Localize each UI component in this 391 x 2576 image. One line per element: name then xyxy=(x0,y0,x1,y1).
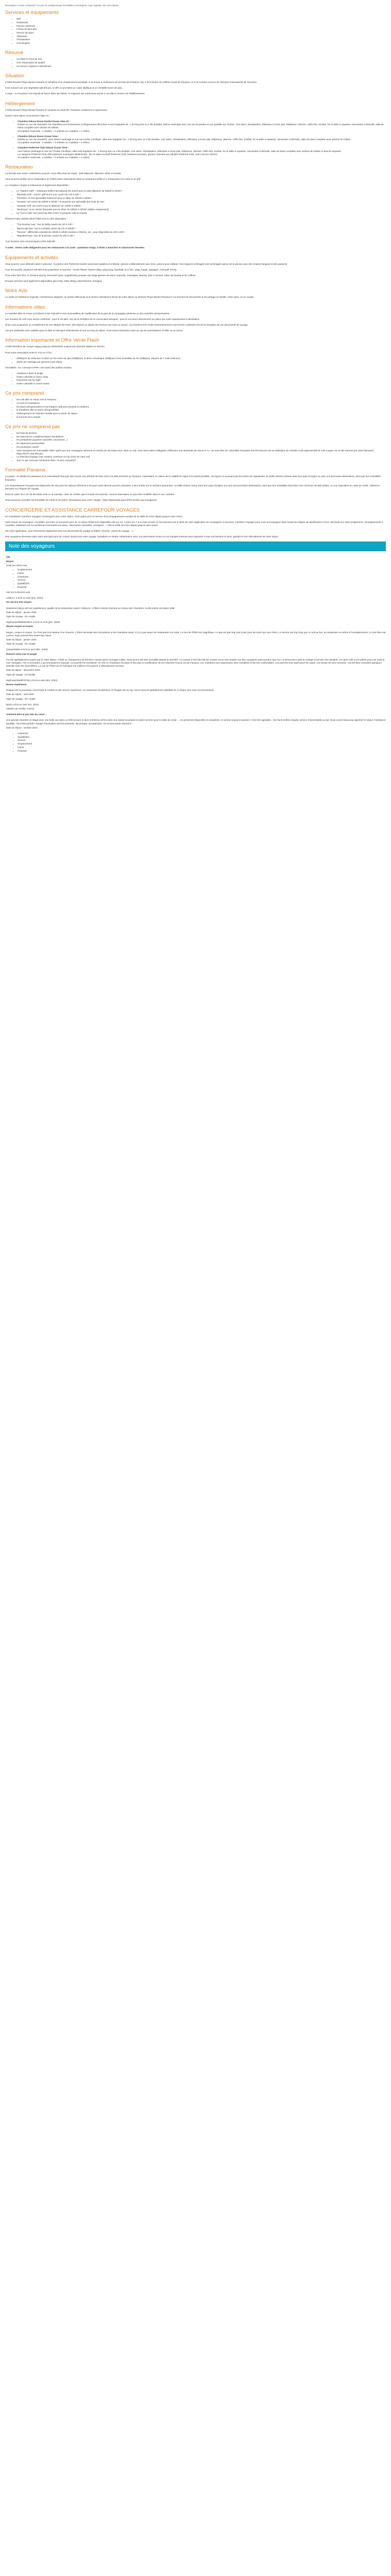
review-text: J'ai été agréablement surpris par le notre séjour. C'était un changement de dernière minute après l'ouragan Lidian. Nous avons été bien accueillis depuis le transfert. Le transat a très bien fait les choses car je suis tombée sur des voyageurs aussi perdus que moi. Le personnel a pris en charge à l'arrivée très aimable. Les gens s'ils ont le plaisir pour moi Gael et mon Yamigela. J'en ai rencontré 2 qui envoyaient le français. La tourelle est excellente, on s'ils ne choisissez les plats et des plus à modificatrice de les marchés Pianos ont du Panama. Les chambres sont spacieuses, bien meublées et lits très confortables. Les piscines sont aussi pour les repas. Les temps de sont correctes. J'ai été bien mesurées quelques activités sont très diversifiées. La vue de l'hôtel sur le Pacifique est sublime et la piscine à débordement est bien. xyxy=(6,658,385,668)
room-item xyxy=(18,146,386,159)
review-item xyxy=(6,597,386,618)
review-type: Type de voyage : En couple xyxy=(6,697,36,700)
conciergerie-heading: CONCIERGERIE ET ASSISTANCE CARREFOUR VOYAGES xyxy=(5,507,140,513)
review-meta: kpolit a écrit un avis (oct. 2021) xyxy=(6,703,39,706)
room-name: Chambre Deluxe Room Ocean View : xyxy=(18,134,59,138)
list-item: • Le "Market Café" : restaurant buffet international est ouvert pour le petit déjeuner de 06h00 à 11h00 *. xyxy=(17,190,386,193)
room-item xyxy=(18,135,386,145)
list-item: • Un service original et attentionné xyxy=(17,65,386,68)
review-item xyxy=(6,703,386,710)
list-item: • Climatisation xyxy=(17,38,386,41)
kappa-list xyxy=(5,372,386,385)
list-item: • Télévision xyxy=(17,35,386,38)
review-stay: Date du séjour : janvier 2024 xyxy=(6,638,37,641)
notre-avis-heading: Notre Avis xyxy=(5,288,28,294)
equipements-paragraph: Pour les sportifs, plusieurs activités sont proposées en journée : centre fitness, beach-volley, ping-pong, baseball, tir à l'arc, yoga, kayak, aquagym, mini-golf, tennis. xyxy=(5,268,177,271)
list-item: • Propreté xyxy=(18,750,386,753)
list-item: • Emplacement xyxy=(18,742,386,745)
review-title: Bonne expérience xyxy=(6,683,27,686)
list-item: • Chambres xyxy=(18,575,386,579)
list-item: • Piscine extérieure xyxy=(17,25,386,28)
criteria-list xyxy=(6,732,386,753)
list-item: • Conciergerie xyxy=(17,42,386,45)
list-item: • Service xyxy=(18,579,386,582)
review-title: Ressort entre mer et jungle xyxy=(6,652,37,655)
kappa-intro: Formalités : Ex. concept KAPPA c'est aussi des petites remises : xyxy=(5,366,73,369)
room-extra: La catégorie Preferred Club offre plusieurs avantages additionnels : bar et salon exclusif Preferred Club, boissons premium, piscine réservée aux adultes Preferred Club, room service 24H/24. xyxy=(18,152,218,156)
situation-paragraph: Il est entouré par une végétation généreuse, et offre à ses hôtes un cadre idyllique et un véritable havre de paix. xyxy=(5,87,123,90)
list-item: • les assurances complémentaires facultatives xyxy=(17,435,386,438)
services-heading: Services et équipements xyxy=(5,10,59,16)
resume-list xyxy=(5,58,386,68)
resume-heading: Résumé xyxy=(5,50,24,56)
conciergerie-paragraph: Des voyageurs devenant alors votre principal point de contact durant tout votre voyage, travaillant en étroite collaboration avec nos partenaires locaux et nos équipes internes pour répondre à tous vos besoins et ainsi, garantir le bon déroulement de votre séjour. xyxy=(5,535,279,538)
review-item xyxy=(6,621,386,646)
review-title: Un service très moyen xyxy=(6,601,32,604)
list-item: • Literie xyxy=(18,746,386,749)
prix-ne-comprend-heading: Ce prix ne comprend pas xyxy=(5,424,60,430)
list-item: • le transferts aller et retour aéroport/hôtel xyxy=(17,409,386,412)
review-stay: Date du séjour : décembre 2023 xyxy=(6,669,40,672)
review-type: Type de voyage : En famille xyxy=(6,673,36,676)
equipements-paragraph: Vous pourrez vous détendre dans 3 piscines : la piscine des Preferred Guests seulement (adultes et enfants), piscine à débordement avec bras, piscine pour enfants. Des espaces ombragés sont aménagés autour de la piscine avec des chaises longues et des parasols. xyxy=(5,262,288,265)
review-text: Moyen, moyen et moyen. Ce n'est pas à la hauteur d'un Dreams. L'hôtel nécessite des rénovations et les chambres aussi. Il n'y a pas assez de restaurants à la carte. Le tout de l'hôtel est magnifique. Le spa est pas trop mal à part pour les soins qui sont chers. Le service est trop long que ce soit au bar, au restaurant ou même à l'enregistrement. Le tour-fleur est correct, mais pourrait être beaucoup mieux. xyxy=(6,631,386,637)
list-item: • "Portofino" et ses spécialités italiennes pour le dîner de 18h00 à 22h00 *. xyxy=(17,197,386,200)
review-text: Validée par Vivelle, France xyxy=(6,707,35,710)
list-item: • Qualité/prix xyxy=(18,736,386,739)
list-item: • les taxes aéroportuaires et surcharges carburant (soumis à variation) xyxy=(17,405,386,409)
list-item: • Service de sport xyxy=(17,31,386,35)
list-item: • les frais de devises xyxy=(17,432,386,435)
review-meta: Sighman(3940675738 a écrit un avis (déc. 2022) xyxy=(6,679,58,682)
list-item: • Un hôtel en front de mer xyxy=(17,58,386,61)
review-item xyxy=(6,713,386,730)
list-item: • Emplacement xyxy=(18,568,386,571)
list-item: • les dépenses personnelles xyxy=(17,442,386,445)
review-text: Respect de la promesse concernant le confort et des service supérieurs. Le restaurant est délicieux et l'équipe est au top. Nous sommes globalement satisfaits de ce séjour que nous recommandons. xyxy=(6,689,215,692)
review-score: 3,6 xyxy=(6,555,10,559)
list-item: • Propreté xyxy=(18,586,386,589)
list-item: • Accueil et l'assistance xyxy=(17,402,386,405)
list-item: • les pourboires usuels xyxy=(17,446,386,449)
conciergerie-paragraph: Via votre application, vous retrouverez également tous vos documents de voyage (e-billets, voucher, carnet de voyage, ...). xyxy=(5,530,134,533)
list-item: • La franchise bagage (voir mention contenue sur du choix de votre vol) xyxy=(17,455,386,459)
list-item: • Le "Coco Café" est ouvert de 06h à 01h* et propose café et snacks. xyxy=(17,212,386,215)
list-item: • Restaurant xyxy=(17,21,386,24)
list-item: • les vols aller et retour vers le Panama xyxy=(17,398,386,401)
offer-list xyxy=(5,357,386,364)
review-item xyxy=(6,648,386,676)
review-based-on: (noté sur 40/14 Avis xyxy=(6,564,27,567)
list-item: • 250€/pers de réduction à valoir sur les soins du spa (100$/pax), le dîner romantique (40$/pax) et les bouteilles de vin (40$/pax). Séjours de 7 nuits minimum. xyxy=(17,357,386,360)
infos-utiles-paragraph: Les prix présentés sont valables pour la date et l'aéroport sélectionnés et tout au long du séjour. Vous serez informé(e) notre au cas de perturbations à l'aller ou au retour. xyxy=(5,329,183,332)
review-meta: Céline C a écrit un avis (juin. 2024) xyxy=(6,597,43,600)
restauration-paragraph: La formule tout inclus «Unlimited-Luxury®» vous offre tous les repas : petit déjeuner, déjeuner, dîner et snacks. xyxy=(5,172,122,175)
list-item: • 25min de massage par personne par séjour xyxy=(17,361,386,364)
infos-utiles-paragraph: Nous vous proposons un complément de vos départs de Paris, des séjours au départ de Province (en train ou avion). Les horaires et le mode d'acheminement vous seront confirmés lors de la réception de vos documents de voyage. xyxy=(5,324,249,327)
list-item: • Wifi xyxy=(17,18,386,21)
formalite-paragraph: Le passe : la validité du passeport d'un ressortissant français doit couvrir une période de trois mois à la date d'arrivée au Panama. Cependant, en raison de la validité du trajet et le transit possible, ces lignes ne pouvant pas les sortes de régularisée, se deliré doivent mêmes dans leur pays d'origine ou vers une prochaine destination), ainsi que leur solvabilité financière. xyxy=(5,475,381,481)
prix-comprend-list xyxy=(5,398,386,419)
review-item xyxy=(6,679,386,701)
reviews-banner: Note des voyageurs xyxy=(5,541,386,551)
equipements-heading: Equipements et activités xyxy=(5,255,58,261)
review-text: Seulement déçue de nos expériences, qualité de la restauration assez médiocre. L'hôtel a besoin d'amour au niveau des chambres, la décoration est assez pâle. xyxy=(6,606,175,609)
restauration-heading: Restauration xyxy=(5,164,33,171)
equipements-paragraph: Douane services sont également disponibles (jacuzzis), baby-sitting, blanchisserie, boutique. xyxy=(5,280,103,283)
list-item: • Literie xyxy=(18,572,386,575)
list-item: • la formule tout compris xyxy=(17,416,386,419)
review-text: Une grande chambre en étage avec une belle vue dans un hôtel propre et bien entretenu même dans une nature luxuriante et assez proche pour la visite du canal ... Un personnel disponible et compétent, et surtout toujours souriant ! C'est très agréable... De bons buffets chauds, service irréprochable au bar. Nous avons beaucoup apprécié le séjour, l'ambiance familiale. Tout était parfait! L'équipe d'animation est très présente, dynamique, sympathique. On recommande vivement ! xyxy=(6,719,386,725)
criteria-list xyxy=(6,568,386,589)
top-nav-note[interactable]: Description Ce prix comprend / Ce prix ne comprend pas Formalités Conciergerie Logo Vignette Voir Avis Clients xyxy=(5,4,119,7)
infos-utiles-heading: Informations utiles xyxy=(5,304,45,310)
restauration-paragraph: Le complexe compte 6 restaurants et également disponibles : xyxy=(5,183,70,187)
list-item: • "Bordeaux" et sa cuisine française pour le dîner de 18h30 à 22h30* (tables uniquement). xyxy=(17,208,386,211)
review-type: Type de voyage : En couple xyxy=(6,615,36,618)
situation-paragraph: L'hôtel Dreams Playa Bonita Panama 5* bénéficie d'un emplacement privilégié. Il se trouve à seulement 20 minutes de Panama City, à 30 minutes du célèbre Canal de Panama, et à 40 minutes environ de l'aéroport international de Tocumen. xyxy=(5,80,257,83)
list-item: • Qualité/prix xyxy=(18,582,386,585)
room-item xyxy=(18,120,386,133)
infos-utiles-paragraph: Le transfert aller ou retour sont libres à titre indicatif et sont susceptibles de modification de la part de la compagnie aérienne ou des autorités aéroportuaires. xyxy=(5,312,170,315)
list-item: • Panorama city by night xyxy=(17,379,386,382)
list-item: • Une restauration de qualité xyxy=(17,61,386,64)
list-item: • Tout ce qui n'est pas mentionné dans "ce prix comprend" xyxy=(17,459,386,462)
bars-intro: Plusieurs bars répartis dans l'hôtel sont à votre disposition : xyxy=(5,217,68,221)
room-desc: Avec balcon aménagé et vue sur l'Océan Pacifique, elles sont équipées de : 1 lit King size ou 2 lits doubles, coin salon, climatisation, télévision à écran plat, téléphone, internet, coffre-fort, minibar, fer et table à repasser, nécessaire à thé/café, salle de bains complète avec articles de toilette et douche séparée. xyxy=(18,149,341,152)
list-item: • Assistance dans la jungle xyxy=(17,372,386,375)
all-reviews-link[interactable]: Voir les 5 derniers avis xyxy=(6,590,30,594)
list-item: • "The Rooster way", bar du lobby ouvert de 11h à 23h *. xyxy=(17,223,386,226)
formalite-panama-heading: Formalité Panama xyxy=(5,467,45,473)
list-item: • Sortie culturelle à Casco Viejo xyxy=(17,376,386,379)
list-item: • "Bambaii Grill" : snack / grill tout le jour ouvert de 12h à 18h *. xyxy=(17,193,386,196)
list-item: • "Desires", différentes activités de 19h00 à 23h00 (soirées à thème), etc., pour disponible de 22h à 01h*. xyxy=(17,231,386,234)
formalite-paragraph: Nous pouvons consulter les formalités de santé et de police nécessaires pour votre voyage : https://diplomatie.gouv.fr/fr/conseils-aux-voyageurs/ xyxy=(5,499,157,502)
notre-avis-paragraph: Le cadre et l'ambiance tropicale, l'architecture élégante, la cuisine délicieuse et le service attentionné feront de votre séjour au Dreams Playa Bonita Panama 5* un moment de découverte et de partage en famille, entre amis, ou en couple. xyxy=(5,296,254,299)
list-item: • Service xyxy=(18,739,386,742)
review-stay: Date du séjour : avril 2022 xyxy=(6,693,34,696)
review-stay: Date du séjour : janvier 2024 xyxy=(6,611,37,614)
list-item: • Votre transport est susceptible d'être opéré par une compagnie aérienne en transit par les Etats-Unis, dans ce cas, vous serez dans l'obligation d'effectuer une demande de visa E.S.T.A. (si vous êtes de nationalité française) EN FRANÇAIS est sa réalisation de ministre (coût approximatif de 13€ à payer sur le site internet par carte bancaire): https://ESTA.cbp.dhs.gov xyxy=(17,449,386,455)
hebergement-voyage-intro: Durant votre séjour vous pourrez loger en : xyxy=(5,114,51,117)
list-item: • les prestations payantes (activités, excursions...) xyxy=(17,438,386,442)
formalite-paragraph: Dans le cadre d'un vol via les Etats-Unis ou le Canada, merci de vérifier que le transit est autorisé. Aucune réservation ne peut être modifiée dans le cas contraire. xyxy=(5,493,175,496)
review-meta: Sighman(286800010574 a écrit un avis (juin. 2024) xyxy=(6,621,60,624)
list-item: • "Oceana" est ouvert de 18h30 à 22h30 * et propose une spécialité des fruits de mer. xyxy=(17,200,386,204)
review-stay: Date du séjour : octobre 2019 xyxy=(6,726,38,729)
room-desc: Dotées ou non de chaussés, les chambres sont lumineuses et élégamment décorées et sont équipées de : 1 lit King size ou 2 lits doubles, balcon aménagé avec vue sur les jardins et vue partielle sur l'océan, coin salon, climatisation, télévision à écran plat, téléphone, internet, coffre-fort, minibar, fer et table à repasser, nécessaire à thé/café, salle de bains complète avec articles de toilette. xyxy=(18,123,384,129)
hebergement-intro: L'hôtel Dreams Playa Bonita Panama 5* propose au total 307 chambres modernes et spacieuses. xyxy=(5,108,108,111)
info-importante-paragraph: L'hôtel bénéficie de covoyé Happy jusqu'au 25/03/2024 uniquement (Dernier départ en Poche). xyxy=(5,345,105,348)
list-item: • "Manatees Bar", bar de la piscine ouvert de 10h à 18h *. xyxy=(17,234,386,238)
prix-comprend-heading: Ce prix comprend xyxy=(5,391,44,397)
review-rating-word: Moyen xyxy=(6,560,14,563)
room-occupancy: Occupation maximale : 2 adultes + 2 enfants ou 3 adultes + 1 enfant. xyxy=(18,129,90,132)
prix-ne-comprend-list xyxy=(5,432,386,462)
list-item: • Centre de bien-être xyxy=(17,28,386,31)
restaurant-list xyxy=(5,190,386,215)
dress-code-note: A noter : Dress code obligatoire pour les restaurants à la carte : pantalons longs, t-shirts à manches et chaussures fermées. xyxy=(5,246,145,249)
list-item: • "Seaside Grill" est ouvert pour le déjeuner de 12h00 à 16h00 *. xyxy=(17,205,386,208)
equipements-paragraph: Pour votre bien-être, le Dreams Spa by Pevonia® (avec supplément) propose une large gamme de soins corporels, massages, saunas, bain à remous, salon de beauté et de coiffure. xyxy=(5,274,197,277)
hebergement-heading: Hébergement xyxy=(5,100,35,107)
review-type: Type de voyage : En couple xyxy=(6,642,36,646)
room-name: Chambre Deluxe Room Partial Ocean View 3C : xyxy=(18,120,71,123)
info-importante-heading: Information importante et Offre Vente Flash xyxy=(5,337,100,344)
room-occupancy: Occupation maximale : 2 adultes + 2 enfants ou 3 adultes + 1 enfant. xyxy=(18,156,90,159)
review-title: Vraiment bien et pas loin du canal ... xyxy=(6,713,47,716)
room-desc: Dotées ou non de chaussés, avec balcon aménagé et vue sur l'océan Pacifique, elles sont équipées de : 1 lit King size ou 2 lits doubles, coin salon, climatisation, télévision à écran plat, téléphone, internet, coffre-fort, minibar, fer et table à repasser, nécessaire à thé/café, salle de bains complète avec articles de toilette. xyxy=(18,138,351,141)
restauration-footnote: *Les horaires sont communiqués à titre indicatif. xyxy=(5,240,56,243)
bar-list xyxy=(5,223,386,238)
conciergerie-paragraph: En choisissant Carrefour Voyages Conciergerie pour votre séjour, vous optez pour un service d'accompagnement complet de la veille de votre départ jusqu'à votre retour. xyxy=(5,515,183,518)
room-name: Chambre Preferred Club Deluxe Ocean View : xyxy=(18,146,69,149)
room-occupancy: Occupation maximale : 2 adultes + 2 enfants ou 3 adultes + 1 enfant. xyxy=(18,141,90,144)
review-title: Moyen moyen et moyen xyxy=(6,625,34,628)
reviews-section xyxy=(5,556,386,753)
conciergerie-paragraph: Votre besoin de renseigner, conseiller, peut-être et trouveurs pour de ce séjour l'hôtel sont disponible 24h sur 24, 7 jours sur 7 et à votre écoute en fonctionnant par le biais de notre application de messagerie et services. Carrefour Voyages pour vous accompagner dans toutes les étapes de planification et tout, demande sur votre programme, renseignements à consulter, saisissent sur les problèmes rencontrés sur place, réservation d'activités, consignes... ) dès la veille de votre départ jusqu'à votre retour. xyxy=(5,520,383,527)
info-importante-paragraph: Pour toute réservation entre le 1/12 et 17/12 : xyxy=(5,351,53,354)
services-list xyxy=(5,18,386,45)
formalite-paragraph: Les ressortissants Français sont dispensés de visa pour les séjours inférieurs à 90 jours mais devront pouvoir présenter, à leur entrée sur le territoire panaméen, un billet d'avion retour dans leur pays d'origine (ou vers une prochaine destination), ainsi que leur solvabilité financière d'un minimum de 500 dollars, ou son équivalent en carte de crédit ; référence bancaire ou chèques de voyage. xyxy=(5,484,380,490)
infos-utiles-paragraph: Les horaires de vols vous seront confirmés : pour le vol aller, lors de la réception de la convocation aéroport ; pour le vol retour directement sur place par notre représentant à destination. xyxy=(5,317,200,320)
list-item: • l'hébergement en chambre double pour la durée du séjour xyxy=(17,412,386,415)
room-list xyxy=(5,120,386,159)
situation-note: A noter : Au Panama il est interdit de fumer dans les hôtels, ce espaces est notamment pointu à cet effet à l'entrée de l'établissement. xyxy=(5,92,145,95)
restauration-paragraph: Vous pourrez profiter de la restauration de l'hôtel (sans réservation) ainsi un restaurant buffet et 4 restaurants à la carte et un grill. xyxy=(5,178,141,181)
review-meta: Gulaam8660 a écrit un avis (déc. 2023) xyxy=(6,648,48,651)
situation-heading: Situation xyxy=(5,73,24,79)
list-item: • Sortie culturelle à Canal Amara xyxy=(17,382,386,385)
list-item: • "Barracuda Bar", bar à cocktails ouvert de 11h à 23h00 *. xyxy=(17,227,386,230)
list-item: • Chambres xyxy=(18,732,386,735)
